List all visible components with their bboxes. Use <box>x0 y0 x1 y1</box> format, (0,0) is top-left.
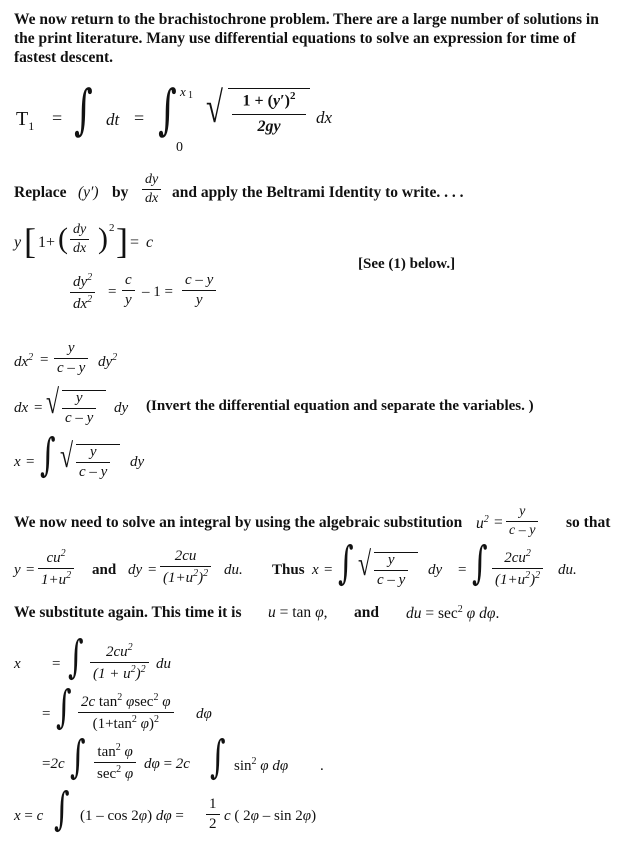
tan-sec-integral: = ∫ 2c $\tan^2 \varphi\sec^2$ φ ($1+\tan^2$ φ)$^2$ dφ <box>42 681 212 734</box>
substitute-again-line: We substitute again. This time it is u = tan φ, and du = $\sec^2 \varphi$ dφ. <box>14 604 500 623</box>
beltrami-equation: y [ 1+ ( $\frac{dy}{dx}$ ) 2 ] = c <box>14 221 154 261</box>
sin-squared-integral: =2c ∫ $\tan^2 \varphi$ $\sec^2 \varphi$ dφ = 2c ∫ $\sin^2 \varphi$ dφ . <box>42 731 324 784</box>
replace-line: Replace (y′) by $\frac{dy}{dx}$ and apply the Beltrami Identity to write. . . . <box>14 172 464 206</box>
invert-note: (Invert the differential equation and separate the variables. ) <box>146 398 534 414</box>
dx-squared-equation: $dx^2$ = $\frac{y}{c - y}$ $dy^2$ <box>14 340 118 376</box>
time-integral-equation: $T_1$ = ∫ dt = ∫ x 1 0 √ $1 + (y')^2$ 2gy dx <box>16 79 333 155</box>
substitution-results-line: y = $\frac{cu^2}{1+u^2}$ and dy = $\frac{2cu}{(1+u^2)^2}$ du. Thus x = ∫ √ $\frac{y}{c - y}$ dy = ∫ $\frac{2cu^2}{(1+u^2)^2}$ du. <box>14 537 577 590</box>
dx-sqrt-equation: dx = √ $\frac{y}{c - y}$ dy <box>14 384 129 426</box>
derivative-squared-equation: $\frac{dy^2}{dx^2}$ = $\frac{c}{y}$ – 1 = $\frac{c - y}{y}$ <box>70 272 290 322</box>
intro-paragraph: We now return to the brachistochrone problem. There are a large number of solutions in the print literature. Many use differential equations to solve an expression for time of fastest descent. <box>14 11 599 66</box>
final-x-equation: x = c ∫ (1 – cos 2φ) dφ = $\frac{1}{2}$ c ( 2φ – sin 2φ) <box>14 783 317 836</box>
substitution-line: We now need to solve an integral by using the algebraic substitution $u^2$ = $\frac{y}{c - y}$ so that <box>14 504 611 538</box>
x-du-integral: x = ∫ $\frac{2cu^2}{(1 + u^2)^2}$ du <box>14 631 171 684</box>
see-note: [See (1) below.] <box>358 256 456 272</box>
x-integral-equation: x = ∫ √ $\frac{y}{c - y}$ dy <box>14 429 145 482</box>
